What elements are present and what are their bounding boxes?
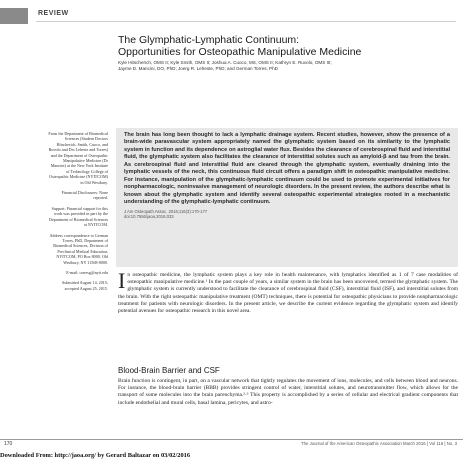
author-line-1: Kyle Hitscherich, OMS II; Kyle Smith, OMS II; Joshua A. Cuoco, MS, OMS II; Kathryn E. Ruvolo, OMS III; <box>118 60 332 65</box>
affiliation-sidebar <box>48 131 108 296</box>
download-notice: Downloaded From: http://jaoa.org/ by Gerard Baltazar on 03/02/2016 <box>0 452 191 459</box>
section-heading: Blood-Brain Barrier and CSF <box>118 366 220 375</box>
header-color-block <box>0 8 28 24</box>
header-rule <box>36 21 456 22</box>
correspondence-address: Address correspondence to German Torres, PhD, Department of Biomedical Sciences, Division of Preclinical Medical Education, NYITCOM, PO Box 8000, Old Westbury, NY 11568-8000. <box>49 232 108 265</box>
financial-support: Support: Financial support for this work was provided in part by the Department of Biomedical Sciences at NYITCOM. <box>49 205 108 228</box>
citation-doi: doi:10.7556/jaoa.2016.033 <box>124 213 174 219</box>
page-header <box>0 0 463 28</box>
author-list <box>118 60 458 72</box>
citation-journal: J Am Osteopath Assoc. 2016;116(3):170-177 <box>124 208 208 214</box>
section-label: REVIEW <box>38 10 69 17</box>
affiliation-text: From the Department of Biomedical Sciences (Student Doctors Hitscherich, Smith, Cuoco, and Ruvolo and Drs Leheste and Torres) and the Department of Osteopathic Manipulative Medicine (Dr Mancini) at the New York Institute of Technology College of Osteopathic Medicine (NYITCOM) in Old Westbury. <box>48 131 108 185</box>
submission-dates: Submitted August 14, 2015; accepted August 25, 2015. <box>62 280 108 291</box>
footer-rule <box>0 439 463 440</box>
intro-paragraph <box>118 268 458 315</box>
section-paragraph: Brain function is contingent, in part, on a vascular network that tightly regulates the movement of ions, molecules, and cells between blood and neurons. For instance, the blood-brain barrier (BBB) provides stringent control of water, interstitial solutes, and neurotransmitter flow, which allows for the transport of some molecules into the brain parenchyma.²·³ This property is accomplished by a series of cellular and electrical gradient components that include endothelial and mural cells, basal lamina, pericytes, and astro- <box>118 378 458 406</box>
abstract-text: The brain has long been thought to lack a lymphatic drainage system. Recent studies, however, show the presence of a brain-wide paravascular system appropriately named the glymphatic system based on its similarity to the lymphatic system in function and its dependence on astroglial water flux. Besides the clearance of cerebrospinal fluid and interstitial fluid, the glymphatic system also facilitates the clearance of interstitial solutes such as amyloid-β and tau from the brain. As cerebrospinal fluid and interstitial fluid are cleared through the glymphatic system, eventually draining into the lymphatic vessels of the neck, this continuous fluid circuit offers a paradigm shift in osteopathic manipulative medicine. For instance, manipulation of the glymphatic-lymphatic continuum could be used to promote experimental initiatives for nonpharmacologic, noninvasive management of neurologic disorders. In the present review, the authors describe what is known about the glymphatic system and identify several osteopathic experimental strategies rooted in a mechanistic understanding of the glymphatic-lymphatic continuum. <box>124 132 450 206</box>
intro-text: n osteopathic medicine, the lymphatic system plays a key role in health maintenance, with lymphatics identified as 1 of 7 case modalities of osteopathic manipulative medicine.¹ In the past couple of years, a similar system in the brain has been uncovered, termed the glymphatic system. The glymphatic system is currently understood to facilitate the clearance of cerebrospinal fluid (CSF), interstitial fluid (ISF), and interstitial solutes from the brain. With the right osteopathic manipulative treatment (OMT) techniques, there is potential for osteopathic physicians to provide nonpharmacologic treatment for patients with neurologic disorders. In the present article, we describe the current evidence regarding the glymphatic system and identify potential avenues for osteopathic research in this novel area. <box>118 272 458 315</box>
financial-disclosures: Financial Disclosures: None reported. <box>61 190 108 201</box>
page-number: 170 <box>4 441 13 447</box>
drop-cap: I <box>118 268 126 293</box>
abstract-box <box>116 128 458 267</box>
correspondence-email: E-mail: torresg@nyit.edu <box>66 269 108 275</box>
article-title-line-2: Opportunities for Osteopathic Manipulative Medicine <box>118 46 362 58</box>
citation <box>124 209 450 220</box>
article-title <box>118 34 458 58</box>
author-line-2: Jayme D. Mancini, DO, PhD; Joerg R. Leheste, PhD; and German Torres, PhD <box>118 66 278 72</box>
journal-footer: The Journal of the American Osteopathic Association March 2016 | Vol 116 | No. 3 <box>301 441 457 446</box>
article-title-line-1: The Glymphatic-Lymphatic Continuum: <box>118 34 300 46</box>
